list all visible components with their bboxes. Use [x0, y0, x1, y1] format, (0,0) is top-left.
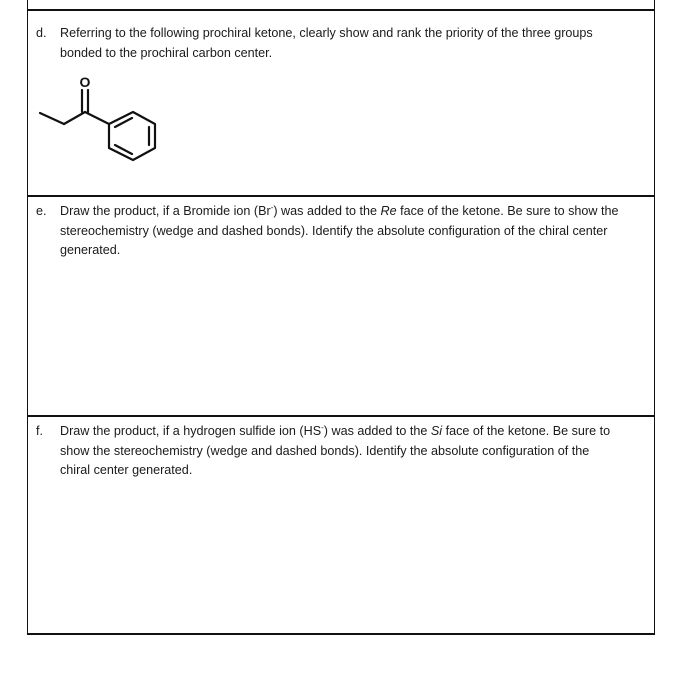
divider-top — [27, 9, 655, 11]
question-d-line-1: Referring to the following prochiral ketone, clearly show and rank the priority of the three groups — [60, 26, 593, 40]
bond-methyl-ethyl — [40, 113, 64, 124]
bromide-charge: - — [270, 202, 274, 212]
question-e-label: e. — [36, 204, 47, 218]
question-e-line-3: generated. — [60, 243, 121, 258]
question-f-line-1: Draw the product, if a hydrogen sulfide ion (HS-) was added to the Si face of the ketone. Be sure to — [60, 422, 611, 438]
divider-bottom — [27, 633, 655, 635]
question-f-line-3: chiral center generated. — [60, 463, 193, 478]
question-d-line-2: bonded to the prochiral carbon center. — [60, 45, 273, 60]
question-f-line-2: show the stereochemistry (wedge and dashed bonds). Identify the absolute configuration of the — [60, 443, 590, 458]
prochiral-ketone-structure — [38, 74, 163, 169]
hydrosulfide-charge: - — [321, 422, 324, 432]
re-face-term: Re — [380, 204, 397, 218]
si-face-term: Si — [430, 424, 443, 438]
question-d-label: d. — [36, 26, 47, 40]
question-f-label: f. — [36, 424, 43, 438]
question-e-line-1: Draw the product, if a Bromide ion (Br-) was added to the Re face of the ketone. Be sure to show the — [60, 202, 619, 218]
oxygen-atom-label: O — [79, 74, 91, 90]
question-e-line-2: stereochemistry (wedge and dashed bonds). Identify the absolute configuration of the chiral center — [60, 223, 608, 238]
bond-ethyl-carbonyl — [64, 112, 85, 124]
bond-carbonyl-ring — [85, 112, 109, 124]
